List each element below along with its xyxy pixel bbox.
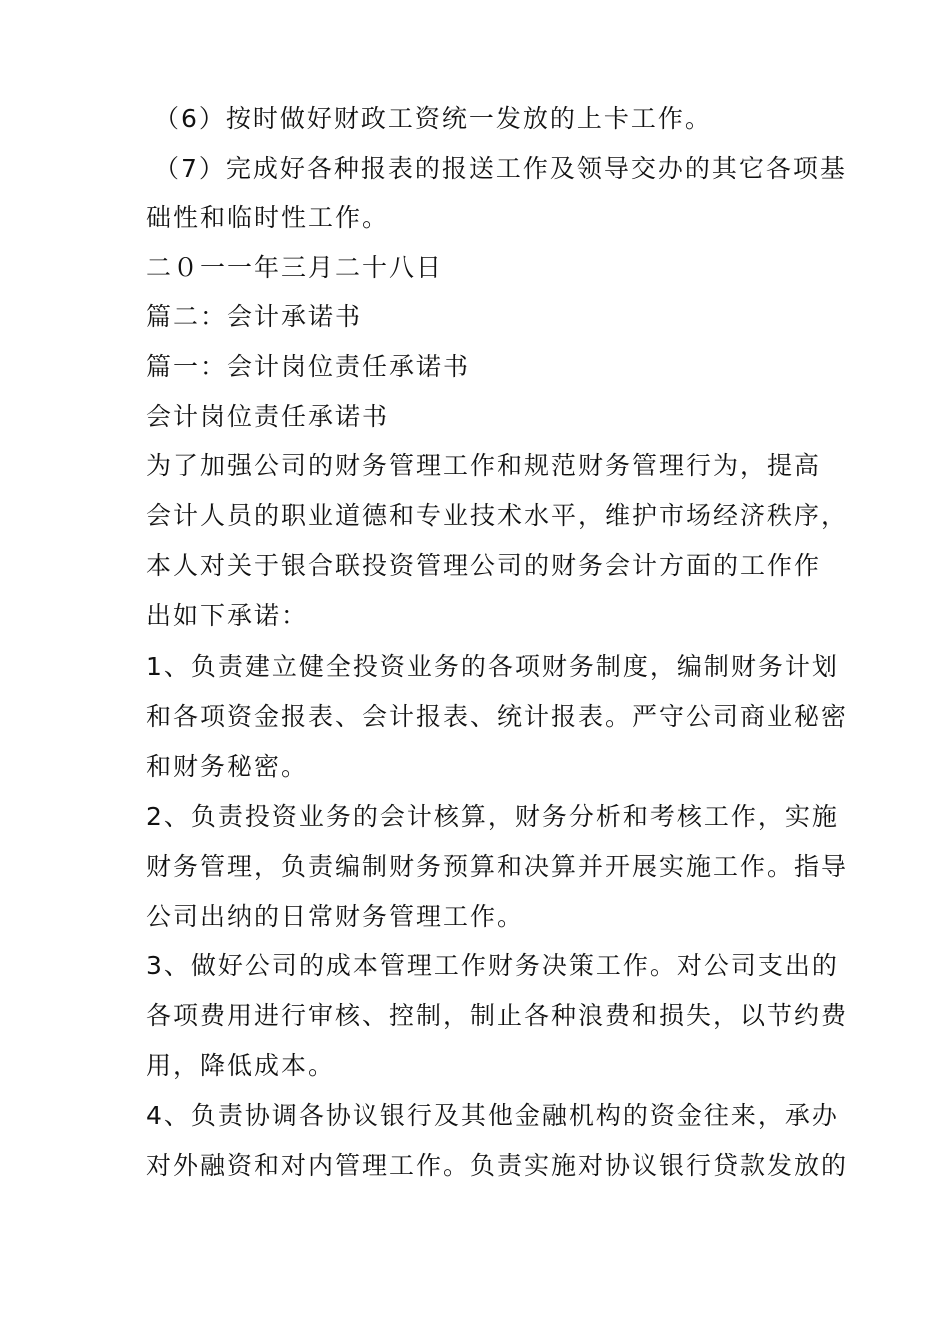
text-line: 础性和临时性工作。 (146, 203, 390, 232)
text-line: 对外融资和对内管理工作。负责实施对协议银行贷款发放的 (146, 1151, 849, 1180)
text-line: （7）完成好各种报表的报送工作及领导交办的其它各项基 (154, 154, 847, 183)
text-line: 各项费用进行审核、控制，制止各种浪费和损失，以节约费 (146, 1001, 849, 1030)
text-line: 出如下承诺： (146, 601, 309, 630)
text-line: 为了加强公司的财务管理工作和规范财务管理行为，提高 (146, 451, 822, 480)
text-line: 本人对关于银合联投资管理公司的财务会计方面的工作作 (146, 551, 822, 580)
text-line: 和各项资金报表、会计报表、统计报表。严守公司商业秘密 (146, 702, 849, 731)
document-title: 会计岗位责任承诺书 (146, 402, 390, 431)
date-line: 二０一一年三月二十八日 (146, 253, 444, 282)
text-line: 财务管理，负责编制财务预算和决算并开展实施工作。指导 (146, 852, 849, 881)
text-line: 用，降低成本。 (146, 1051, 336, 1080)
text-line: 会计人员的职业道德和专业技术水平，维护市场经济秩序， (146, 501, 849, 530)
section-heading: 篇二：会计承诺书 (146, 302, 363, 331)
list-item-1: 1、负责建立健全投资业务的各项财务制度，编制财务计划 (146, 652, 839, 681)
text-line: 和财务秘密。 (146, 752, 309, 781)
text-line: 公司出纳的日常财务管理工作。 (146, 902, 525, 931)
list-item-3: 3、做好公司的成本管理工作财务决策工作。对公司支出的 (146, 951, 839, 980)
list-item-4: 4、负责协调各协议银行及其他金融机构的资金往来，承办 (146, 1101, 839, 1130)
subsection-heading: 篇一：会计岗位责任承诺书 (146, 352, 471, 381)
list-item-2: 2、负责投资业务的会计核算，财务分析和考核工作，实施 (146, 802, 839, 831)
text-line: （6）按时做好财政工资统一发放的上卡工作。 (154, 104, 712, 133)
